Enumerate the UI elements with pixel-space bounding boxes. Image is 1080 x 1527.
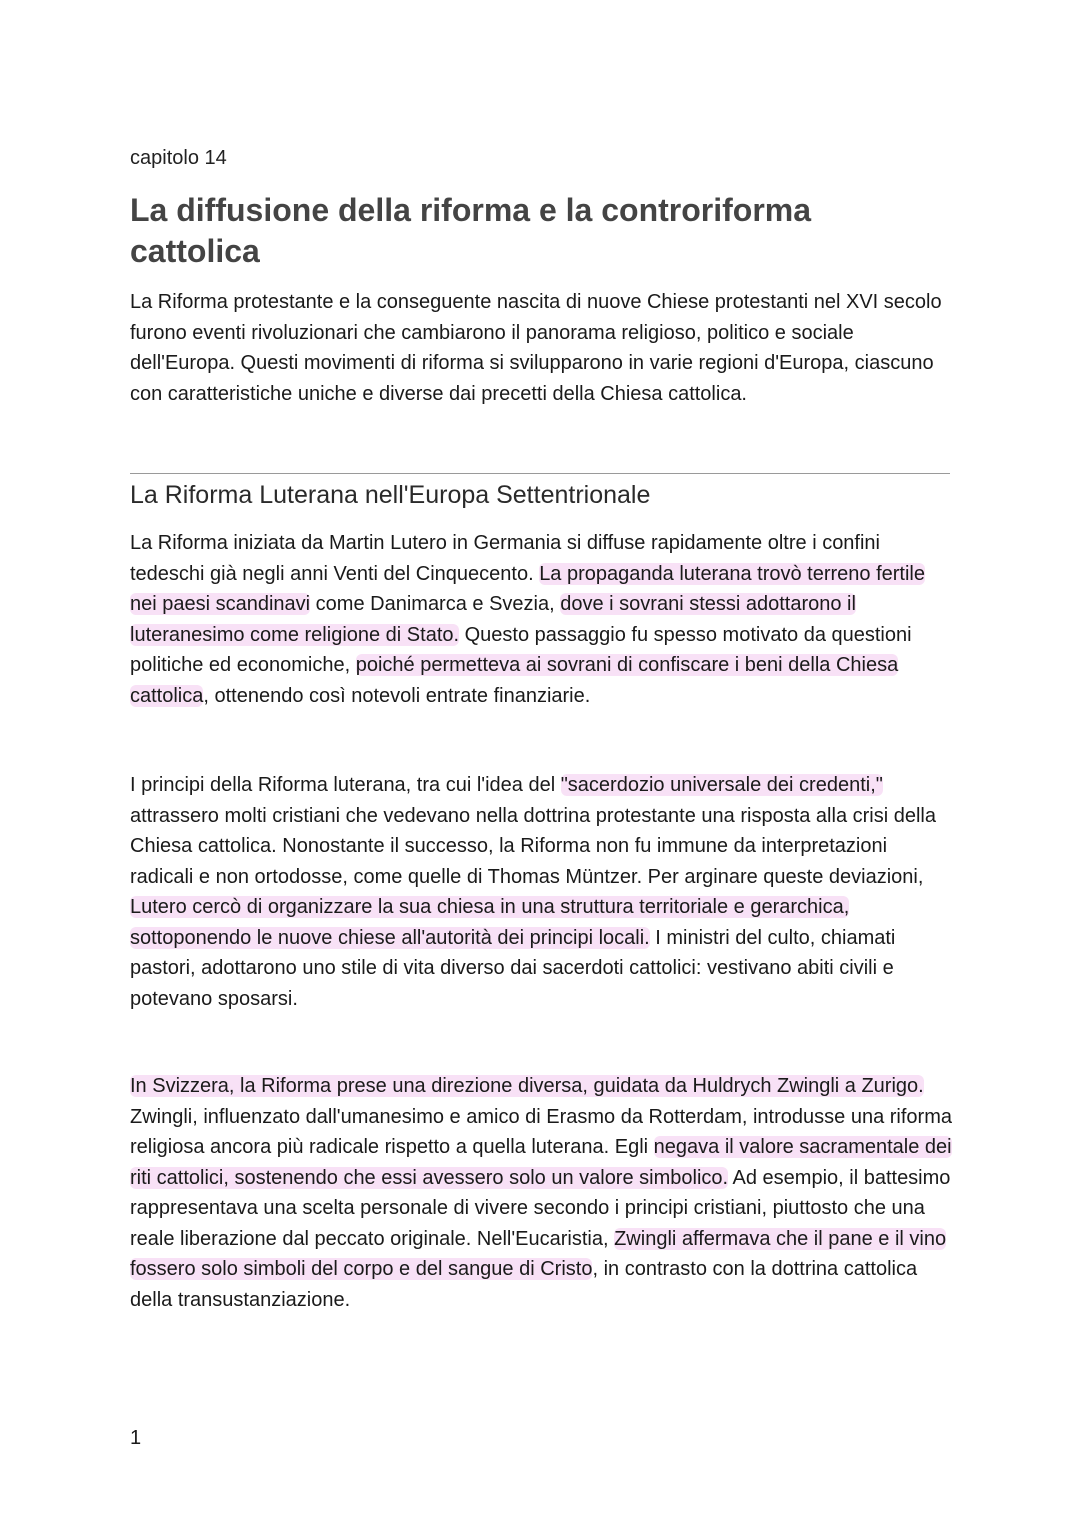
text-segment: come Danimarca e Svezia, xyxy=(310,593,561,615)
highlighted-text: Lutero cercò di organizzare la sua chiesa in una struttura territoriale e gerarchica, sottoponendo le nuove chiese all'autorità dei principi locali. xyxy=(130,896,850,949)
chapter-label: capitolo 14 xyxy=(130,147,227,169)
text-segment: Zwingli, influenzato dall'umanesimo e amico di Erasmo da Rotterdam, introdusse una riforma religiosa ancora più radicale rispetto a quella luterana. Egli xyxy=(130,1105,952,1158)
text-segment: , ottenendo così notevoli entrate finanziarie. xyxy=(203,684,591,707)
highlighted-text: La propaganda luterana trovò terreno fertile nei paesi scandinavi xyxy=(130,562,925,615)
highlighted-text: poiché permetteva ai sovrani di confiscare i beni della Chiesa cattolica xyxy=(130,654,899,707)
text-segment: I ministri del culto, chiamati pastori, adottarono uno stile di vita diverso dai sacerdoti cattolici: vestivano abiti civili e potevano sposarsi. xyxy=(130,926,896,1010)
section-heading: La Riforma Luterana nell'Europa Settentrionale xyxy=(130,481,651,509)
section-divider xyxy=(130,473,950,474)
text-segment: Ad esempio, il battesimo rappresentava una scelta personale di vivere secondo i principi cristiani, piuttosto che una reale liberazione dal peccato originale. Nell'Eucaristia, xyxy=(130,1166,951,1250)
document-page xyxy=(130,0,950,1527)
highlighted-text: Zwingli affermava che il pane e il vino fossero solo simboli del corpo e del sangue di Cristo xyxy=(130,1227,947,1280)
intro-paragraph: La Riforma protestante e la conseguente nascita di nuove Chiese protestanti nel XVI secolo furono eventi rivoluzionari che cambiarono il panorama religioso, politico e sociale dell'Europa. Questi movimenti di riforma si svilupparono in varie regioni d'Europa, ciascuno con caratteristiche uniche e diverse dai precetti della Chiesa cattolica. xyxy=(130,291,942,405)
paragraph-2 xyxy=(130,770,955,1014)
highlighted-text: dove i sovrani stessi adottarono il luteranesimo come religione di Stato. xyxy=(130,593,856,646)
highlighted-text: negava il valore sacramentale dei riti cattolici, sostenendo che essi avessero solo un valore simbolico. xyxy=(130,1136,952,1189)
highlighted-text: "sacerdozio universale dei credenti," xyxy=(560,774,883,796)
text-segment: , in contrasto con la dottrina cattolica della transustanziazione. xyxy=(130,1258,918,1311)
text-segment: I principi della Riforma luterana, tra cui l'idea del xyxy=(130,774,561,796)
page-number: 1 xyxy=(130,1427,142,1449)
highlighted-text: In Svizzera, la Riforma prese una direzione diversa, guidata da Huldrych Zwingli a Zurigo. xyxy=(130,1075,924,1097)
text-segment: attrassero molti cristiani che vedevano nella dottrina protestante una risposta alla crisi della Chiesa cattolica. Nonostante il successo, la Riforma non fu immune da interpretazioni radicali e non ortodosse, come quelle di Thomas Müntzer. Per arginare queste deviazioni, xyxy=(130,804,936,888)
paragraph-1 xyxy=(130,528,955,711)
text-segment: La Riforma iniziata da Martin Lutero in Germania si diffuse rapidamente oltre i confini tedeschi già negli anni Venti del Cinquecento. xyxy=(130,532,880,585)
text-segment: Questo passaggio fu spesso motivato da questioni politiche ed economiche, xyxy=(130,623,912,676)
paragraph-3 xyxy=(130,1071,955,1315)
document-title: La diffusione della riforma e la controriforma cattolica xyxy=(130,192,812,269)
